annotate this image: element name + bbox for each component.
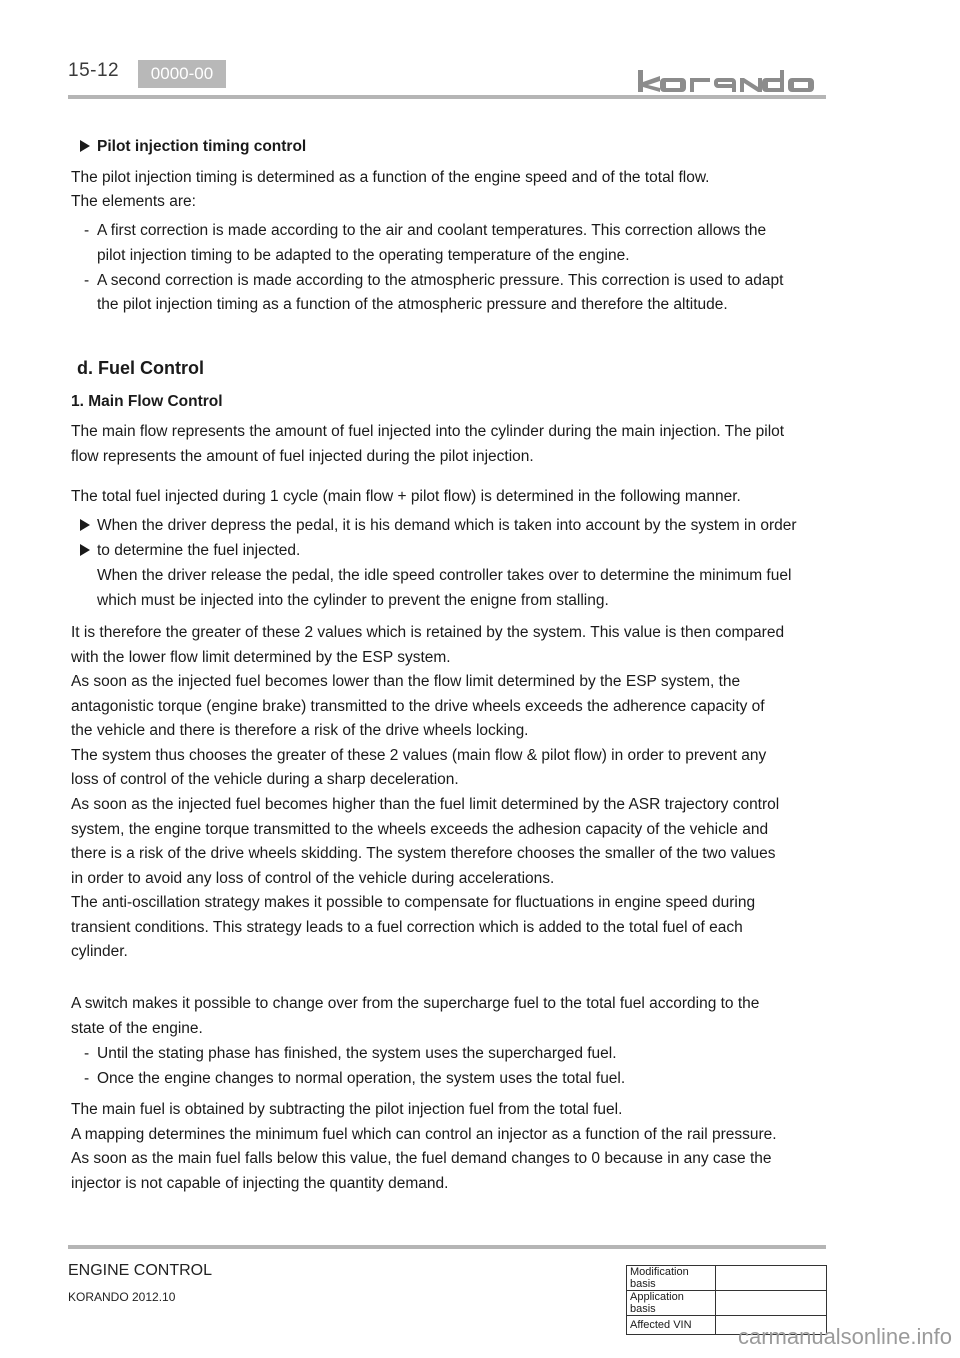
pilot-heading: Pilot injection timing control (97, 138, 307, 155)
switch-line: A switch makes it possible to change over from the supercharge fuel to the total fuel according to the (71, 995, 760, 1012)
footer-subtitle: KORANDO 2012.10 (68, 1290, 176, 1304)
body-line: As soon as the injected fuel becomes higher than the fuel limit determined by the ASR trajectory control (71, 796, 780, 813)
bullet-triangle-icon (80, 140, 90, 152)
main-flow-subheading: 1. Main Flow Control (71, 393, 223, 410)
body-line: with the lower flow limit determined by the ESP system. (71, 649, 451, 666)
header-rule (68, 95, 826, 99)
total-fuel-paragraph: The total fuel injected during 1 cycle (main flow + pilot flow) is determined in the following manner. (71, 488, 741, 505)
main-flow-line: flow represents the amount of fuel injected during the pilot injection. (71, 448, 534, 465)
dash-marker: - (84, 1070, 90, 1087)
bullet-triangle-icon (80, 519, 90, 531)
pilot-item-line: A first correction is made according to the air and coolant temperatures. This correction allows the (97, 222, 767, 239)
body-line: As soon as the injected fuel becomes lower than the flow limit determined by the ESP system, the (71, 673, 741, 690)
final-line: A mapping determines the minimum fuel which can control an injector as a function of the rail pressure. (71, 1126, 777, 1143)
body-line: system, the engine torque transmitted to the wheels exceeds the adhesion capacity of the vehicle and (71, 821, 769, 838)
main-flow-line: The main flow represents the amount of fuel injected into the cylinder during the main injection. The pilot (71, 423, 785, 440)
table-value (716, 1266, 827, 1291)
switch-item: Once the engine changes to normal operation, the system uses the total fuel. (97, 1070, 626, 1087)
pilot-item-line: the pilot injection timing as a function of the atmospheric pressure and therefore the altitude. (97, 296, 728, 313)
section-code-badge: 0000-00 (138, 60, 226, 88)
body-line: the vehicle and there is therefore a risk of the drive wheels locking. (71, 722, 529, 739)
korando-logo-icon (638, 70, 826, 94)
final-line: As soon as the main fuel falls below this value, the fuel demand changes to 0 because in any case the (71, 1150, 772, 1167)
body-line: cylinder. (71, 943, 128, 960)
pilot-item-line: pilot injection timing to be adapted to the operating temperature of the engine. (97, 247, 630, 264)
body-line: It is therefore the greater of these 2 values which is retained by the system. This value is then compared (71, 624, 785, 641)
table-row (627, 1291, 827, 1316)
pedal-bullet-line: When the driver release the pedal, the idle speed controller takes over to determine the minimum fuel (97, 567, 792, 584)
body-line: transient conditions. This strategy leads to a fuel correction which is added to the total fuel of each (71, 919, 743, 936)
pedal-bullet-line: When the driver depress the pedal, it is his demand which is taken into account by the system in order (97, 517, 797, 534)
table-label: Application basis (627, 1291, 716, 1316)
fuel-control-heading: d. Fuel Control (77, 358, 204, 378)
dash-marker: - (84, 222, 90, 239)
body-line: antagonistic torque (engine brake) transmitted to the drive wheels exceeds the adherence capacity of (71, 698, 765, 715)
watermark-text: carmanualsonline.info (737, 1324, 952, 1349)
pilot-paragraph-2: The elements are: (71, 193, 196, 210)
switch-line: state of the engine. (71, 1020, 203, 1037)
footer-rule (68, 1245, 826, 1249)
dash-marker: - (84, 272, 90, 289)
table-row (627, 1266, 827, 1291)
final-line: injector is not capable of injecting the quantity demand. (71, 1175, 449, 1192)
pedal-bullet-line: which must be injected into the cylinder to prevent the enigne from stalling. (97, 592, 609, 609)
table-value (716, 1291, 827, 1316)
body-line: loss of control of the vehicle during a sharp deceleration. (71, 771, 459, 788)
pilot-item-line: A second correction is made according to the atmospheric pressure. This correction is used to adapt (97, 272, 784, 289)
bullet-triangle-icon (80, 544, 90, 556)
body-line: there is a risk of the drive wheels skidding. The system therefore chooses the smaller of the two values (71, 845, 776, 862)
body-line: The system thus chooses the greater of these 2 values (main flow & pilot flow) in order to prevent any (71, 747, 767, 764)
pedal-bullet-line: to determine the fuel injected. (97, 542, 301, 559)
body-line: The anti-oscillation strategy makes it possible to compensate for fluctuations in engine speed during (71, 894, 756, 911)
page-number: 15-12 (68, 60, 120, 81)
footer-title: ENGINE CONTROL (68, 1262, 213, 1279)
switch-item: Until the stating phase has finished, the system uses the supercharged fuel. (97, 1045, 617, 1062)
table-label: Modification basis (627, 1266, 716, 1291)
dash-marker: - (84, 1045, 90, 1062)
final-line: The main fuel is obtained by subtracting the pilot injection fuel from the total fuel. (71, 1101, 623, 1118)
pilot-paragraph-1: The pilot injection timing is determined as a function of the engine speed and of the total flow. (71, 169, 710, 186)
body-line: in order to avoid any loss of control of the vehicle during accelerations. (71, 870, 555, 887)
table-label: Affected VIN (627, 1316, 716, 1335)
